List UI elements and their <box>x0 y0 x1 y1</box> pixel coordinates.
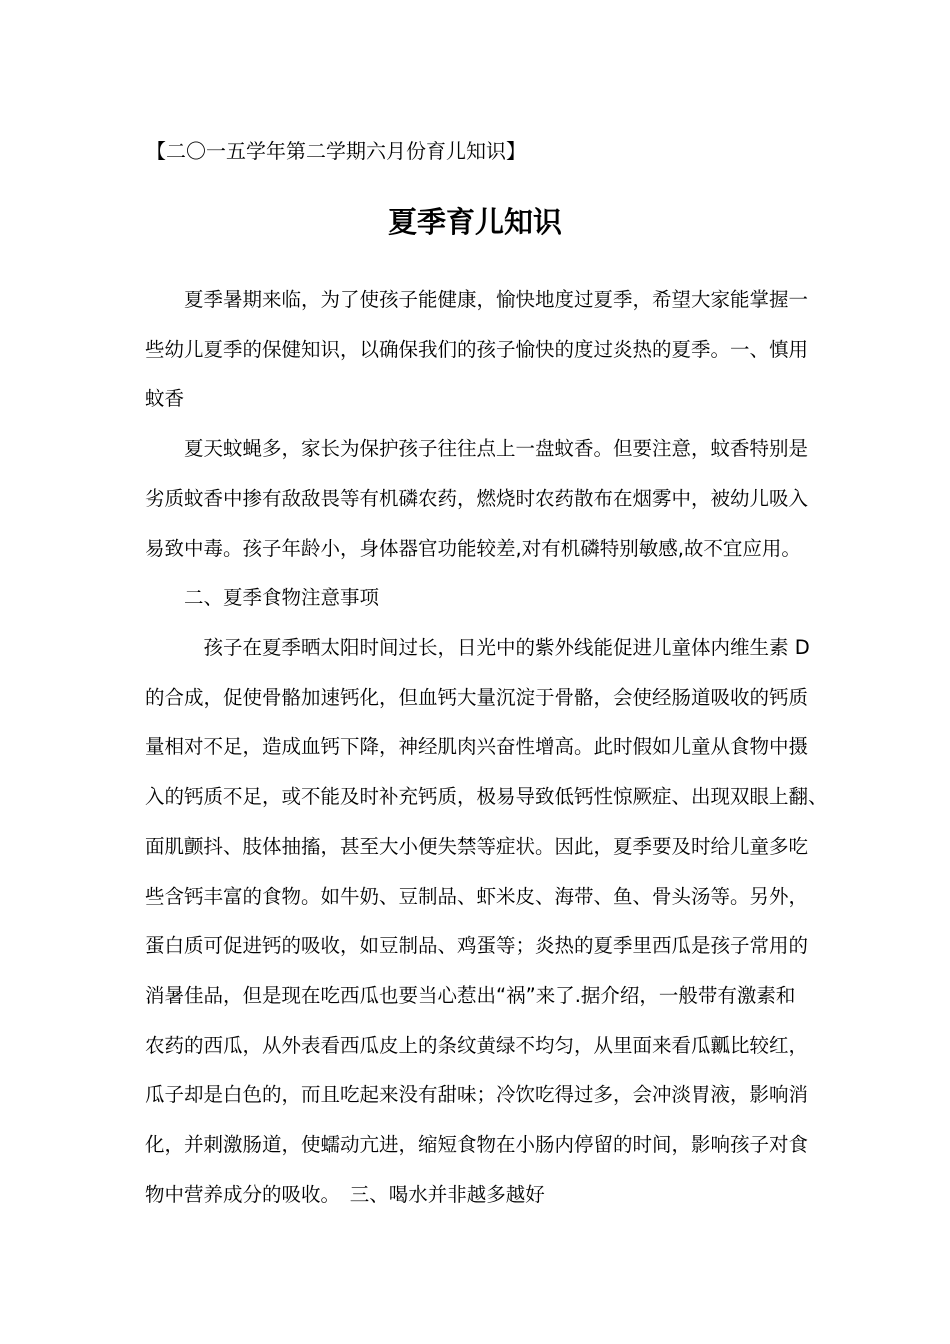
document-title: 夏季育儿知识 <box>387 205 562 239</box>
body-line: 消暑佳品，但是现在吃西瓜也要当心惹出“祸”来了.据介绍，一般带有激素和 <box>145 984 796 1007</box>
body-line: 蚊香 <box>145 387 185 410</box>
section-heading: 二、夏季食物注意事项 <box>145 586 380 609</box>
body-line: 夏天蚊蝇多，家长为保护孩子往往点上一盘蚊香。但要注意，蚊香特别是 <box>145 437 809 460</box>
body-line: 劣质蚊香中掺有敌敌畏等有机磷农药，燃烧时农药散布在烟雾中，被幼儿吸入 <box>145 487 809 510</box>
body-line: 量相对不足，造成血钙下降，神经肌肉兴奋性增高。此时假如儿童从食物中摄 <box>145 735 809 758</box>
body-line: 易致中毒。孩子年龄小，身体器官功能较差,对有机磷特别敏感,故不宜应用。 <box>145 537 801 560</box>
body-line: 化，并刺激肠道，使蠕动亢进，缩短食物在小肠内停留的时间，影响孩子对食 <box>145 1133 809 1156</box>
body-line: 蛋白质可促进钙的吸收，如豆制品、鸡蛋等；炎热的夏季里西瓜是孩子常用的 <box>145 934 809 957</box>
body-line: 夏季暑期来临，为了使孩子能健康，愉快地度过夏季，希望大家能掌握一 <box>145 288 809 311</box>
body-line: 的合成，促使骨骼加速钙化，但血钙大量沉淀于骨骼，会使经肠道吸收的钙质 <box>145 686 809 709</box>
body-line: 物中营养成分的吸收。 三、喝水并非越多越好 <box>145 1183 545 1206</box>
body-line: 瓜子却是白色的，而且吃起来没有甜味；冷饮吃得过多，会冲淡胃液，影响消 <box>145 1083 809 1106</box>
body-line: 孩子在夏季晒太阳时间过长，日光中的紫外线能促进儿童体内维生素 D <box>145 636 810 659</box>
body-line: 入的钙质不足，或不能及时补充钙质，极易导致低钙性惊厥症、出现双眼上翻、 <box>145 785 828 808</box>
body-line: 些含钙丰富的食物。如牛奶、豆制品、虾米皮、海带、鱼、骨头汤等。另外， <box>145 885 809 908</box>
term-header: 【二〇一五学年第二学期六月份育儿知识】 <box>146 139 526 163</box>
body-line: 面肌颤抖、肢体抽搐，甚至大小便失禁等症状。因此，夏季要及时给儿童多吃 <box>145 835 809 858</box>
body-line: 些幼儿夏季的保健知识，以确保我们的孩子愉快的度过炎热的夏季。一、慎用 <box>145 338 809 361</box>
body-line: 农药的西瓜，从外表看西瓜皮上的条纹黄绿不均匀，从里面来看瓜瓤比较红， <box>145 1034 809 1057</box>
